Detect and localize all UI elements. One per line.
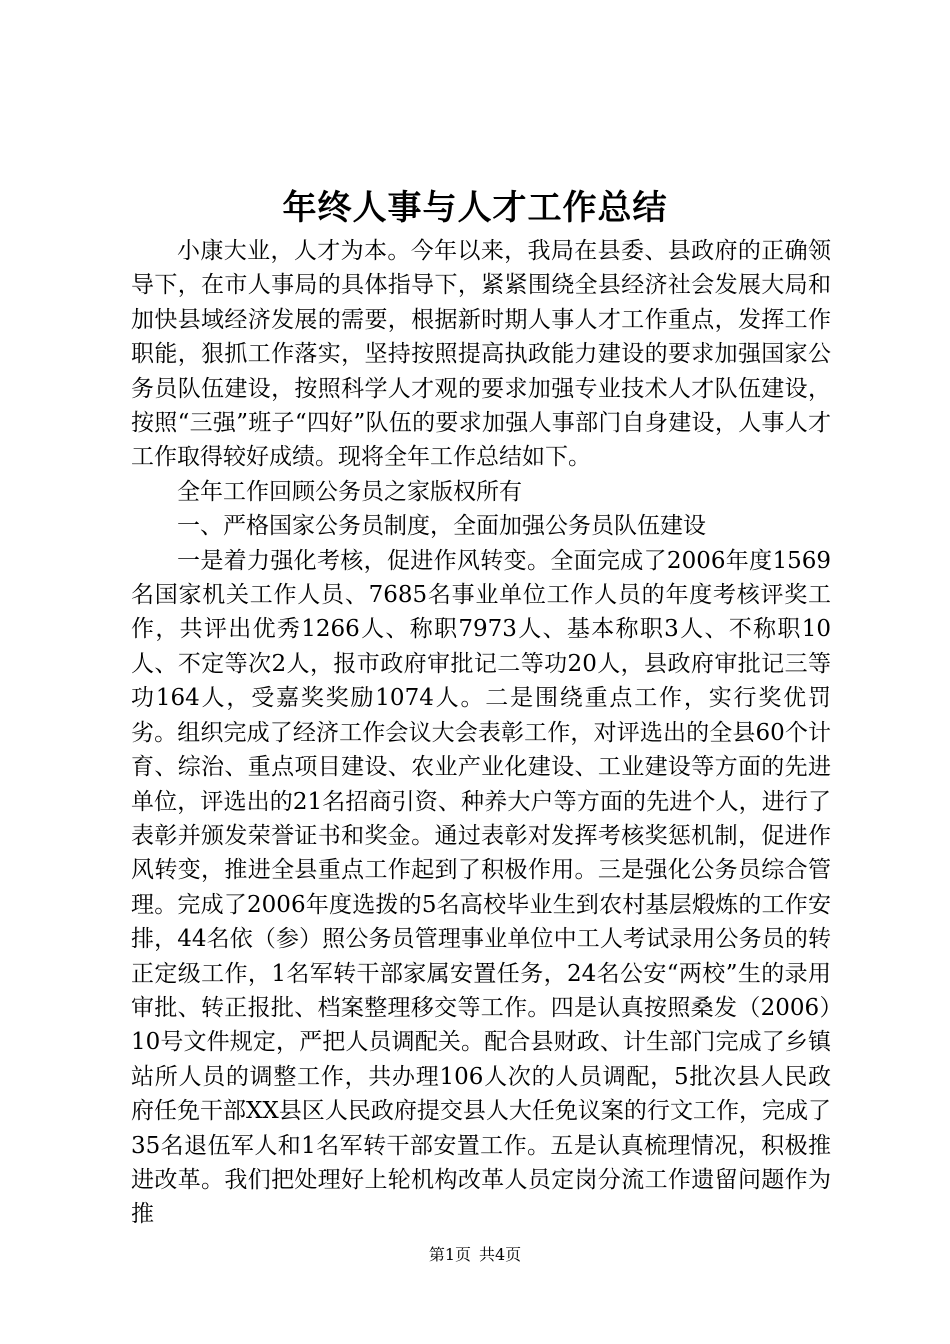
document-title: 年终人事与人才工作总结 xyxy=(282,188,668,228)
page-number: 第1页 xyxy=(428,1245,471,1264)
body-paragraph: 一是着力强化考核，促进作风转变。全面完成了2006年度1569名国家机关工作人员、7685名事业单位工作人员的年度考核评奖工作，共评出优秀1266人、称职7973人、基本称职3人、不称职10人、不定等次2人，报市政府审批记二等功20人，县政府审批记三等功164人，受嘉奖奖励1074人。二是围绕重点工作，实行奖优罚劣。组织完成了经济工作会议大会表彰工作，对评选出的全县60个计育、综治、重点项目建设、农业产业化建设、工业建设等方面的先进单位，评选出的21名招商引资、种养大户等方面的先进个人，进行了表彰并颁发荣誉证书和奖金。通过表彰对发挥考核奖惩机制，促进作风转变，推进全县重点工作起到了积极作用。三是强化公务员综合管理。完成了2006年度选拨的5名高校毕业生到农村基层煅炼的工作安排，44名依（参）照公务员管理事业单位中工人考试录用公务员的转正定级工作，1名军转干部家属安置任务，24名公安“两校”生的录用审批、转正报批、档案整理移交等工作。四是认真按照桑发（2006）10号文件规定，严把人员调配关。配合县财政、计生部门完成了乡镇站所人员的调整工作，共办理106人次的人员调配，5批次县人民政府任免干部XX县区人民政府提交县人大任免议案的行文工作，完成了35名退伍军人和1名军转干部安置工作。五是认真梳理情况，积极推进改革。我们把处理好上轮机构改革人员定岗分流工作遗留问题作为推 xyxy=(131,547,831,1228)
section-note: 全年工作回顾公务员之家版权所有 xyxy=(177,478,522,505)
page-footer xyxy=(0,1244,950,1266)
intro-paragraph: 小康大业，人才为本。今年以来，我局在县委、县政府的正确领导下，在市人事局的具体指导下，紧紧围绕全县经济社会发展大局和加快县域经济发展的需要，根据新时期人事人才工作重点，发挥工作职能，狠抓工作落实，坚持按照提高执政能力建设的要求加强国家公务员队伍建设，按照科学人才观的要求加强专业技术人才队伍建设，按照“三强”班子“四好”队伍的要求加强人事部门自身建设，人事人才工作取得较好成绩。现将全年工作总结如下。 xyxy=(131,238,831,471)
section-heading: 一、严格国家公务员制度，全面加强公务员队伍建设 xyxy=(177,513,706,540)
document-body xyxy=(131,234,831,1232)
page-total: 共4页 xyxy=(479,1245,522,1264)
